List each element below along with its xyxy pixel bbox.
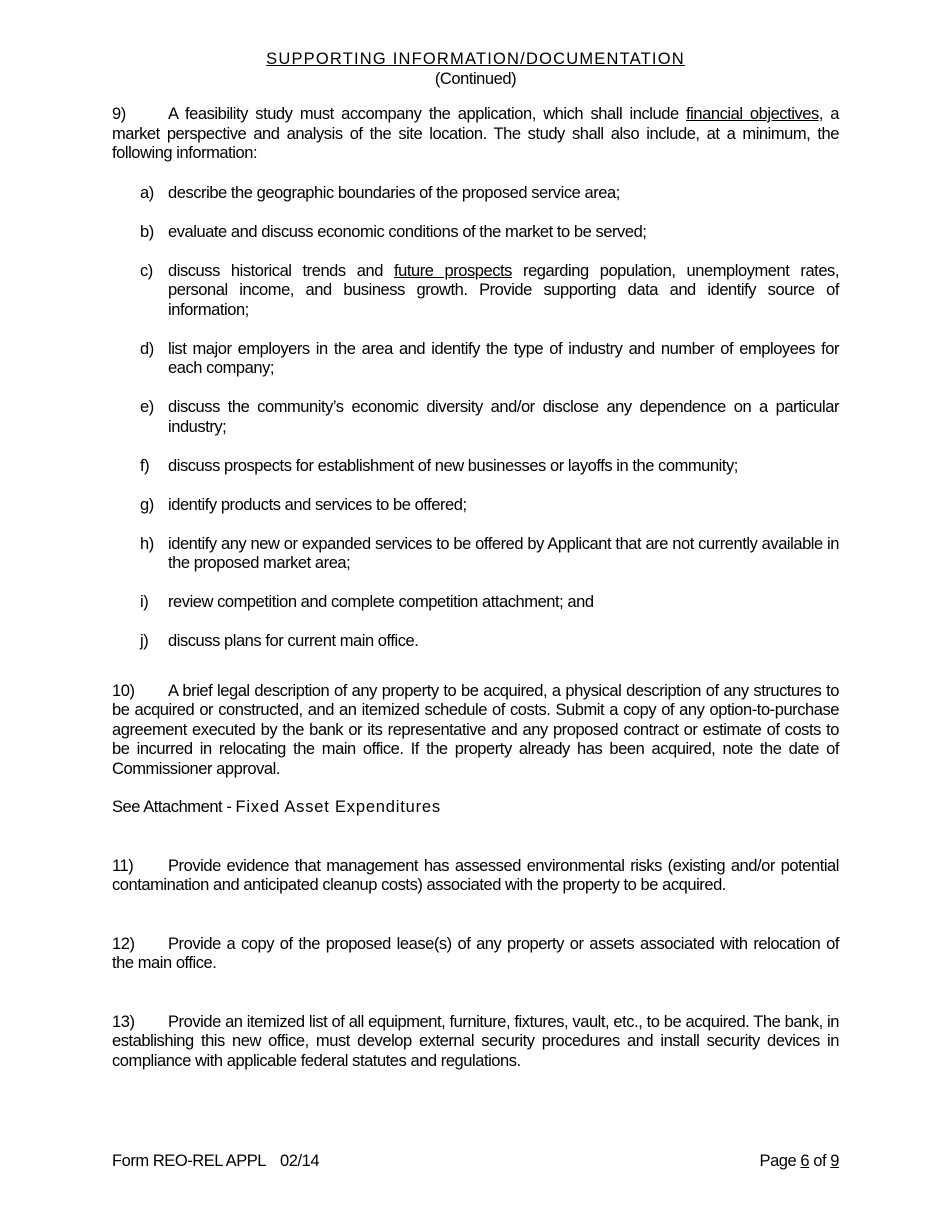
- list-item: [112, 262, 839, 321]
- list-item-label: e): [140, 398, 154, 416]
- list-item-label: g): [140, 495, 154, 514]
- section-9-text-underlined: financial objectives: [686, 105, 819, 123]
- list-item: [112, 340, 839, 379]
- list-item-text: discuss the community’s economic diversity and/or disclose any dependence on a particular industry;: [168, 398, 839, 436]
- list-item-text: discuss prospects for establishment of new businesses or layoffs in the community;: [168, 456, 738, 475]
- list-item: [112, 535, 839, 574]
- footer-page-total: 9: [830, 1152, 839, 1170]
- footer-form-info: [112, 1152, 319, 1171]
- see-attachment: [112, 798, 839, 818]
- section-11-number: 11): [112, 856, 134, 875]
- footer-form-name: Form REO-REL APPL: [112, 1152, 267, 1170]
- list-item: [112, 223, 839, 243]
- see-attachment-prefix: See Attachment -: [112, 798, 236, 816]
- section-12-text: Provide a copy of the proposed lease(s) of any property or assets associated with relocation of the main office.: [112, 934, 839, 972]
- section-11-text: Provide evidence that management has assessed environmental risks (existing and/or potential contamination and anticipated cleanup costs) associated with the property to be acquired.: [112, 856, 839, 894]
- list-item-label: f): [140, 456, 150, 475]
- page-title: SUPPORTING INFORMATION/DOCUMENTATION: [266, 50, 685, 68]
- section-9-text-post: , a market perspective and analysis of the site location. The study shall also include, at a minimum, the following information:: [112, 105, 840, 162]
- list-item: [112, 593, 839, 613]
- footer-page-current: 6: [800, 1152, 810, 1170]
- footer-page-prefix: Page: [759, 1152, 801, 1170]
- list-item-label: j): [140, 632, 149, 650]
- list-item-label: d): [140, 339, 154, 358]
- section-10-text: A brief legal description of any property to be acquired, a physical description of any structures to be acquired or constructed, and an itemized schedule of costs. Submit a copy of any option-to-purchase agreement executed by the bank or its representative and any proposed contract or estimate of costs to be incurred in relocating the main office. If the property already has been acquired, note the date of Commissioner approval.: [112, 681, 839, 778]
- section-11: [112, 857, 839, 896]
- list-item-text: identify products and services to be offered;: [168, 495, 467, 514]
- footer-page-of: of: [809, 1152, 831, 1170]
- list-item: [112, 496, 839, 516]
- list-item-text: describe the geographic boundaries of the proposed service area;: [168, 183, 620, 202]
- section-13: [112, 1013, 839, 1072]
- list-item-label: a): [140, 183, 154, 202]
- section-9: [112, 105, 839, 164]
- section-10-number: 10): [112, 681, 135, 700]
- footer-form-date: 02/14: [280, 1152, 320, 1170]
- section-12-number: 12): [112, 934, 135, 953]
- list-item-label: b): [140, 222, 154, 241]
- list-item-text: discuss plans for current main office.: [168, 632, 419, 650]
- list-item-text-post: regarding population, unemployment rates, personal income, and business growth. Provide supporting data and identify source of information;: [168, 261, 839, 319]
- list-item-text-pre: discuss historical trends and: [168, 261, 394, 280]
- section-10: [112, 682, 839, 780]
- list-item-text: list major employers in the area and identify the type of industry and number of employees for each company;: [168, 339, 839, 377]
- section-9-number: 9): [112, 105, 126, 123]
- list-item-text-underlined: future prospects: [393, 261, 512, 280]
- list-item-text: evaluate and discuss economic conditions of the market to be served;: [168, 222, 647, 241]
- list-item: [112, 184, 839, 204]
- page-subtitle: (Continued): [434, 69, 517, 88]
- list-item-text: review competition and complete competition attachment; and: [168, 593, 594, 611]
- section-9-text-pre: A feasibility study must accompany the application, which shall include: [168, 105, 687, 123]
- list-item: [112, 398, 839, 437]
- list-item-text: identify any new or expanded services to be offered by Applicant that are not currently available in the proposed market area;: [168, 534, 839, 572]
- list-item-label: i): [140, 593, 149, 611]
- document-page: [112, 50, 839, 1071]
- section-13-text: Provide an itemized list of all equipment, furniture, fixtures, vault, etc., to be acquired. The bank, in establishing this new office, must develop external security procedures and install security devices in compliance with applicable federal statutes and regulations.: [112, 1012, 839, 1070]
- list-item: [112, 457, 839, 477]
- list-item: [112, 632, 839, 652]
- list-item-label: c): [140, 261, 153, 280]
- see-attachment-link[interactable]: Fixed Asset Expenditures: [235, 798, 441, 816]
- section-12: [112, 935, 839, 974]
- footer-page-number: [760, 1152, 839, 1171]
- section-13-number: 13): [112, 1012, 135, 1031]
- list-item-label: h): [140, 534, 154, 553]
- section-9-list: [112, 184, 839, 652]
